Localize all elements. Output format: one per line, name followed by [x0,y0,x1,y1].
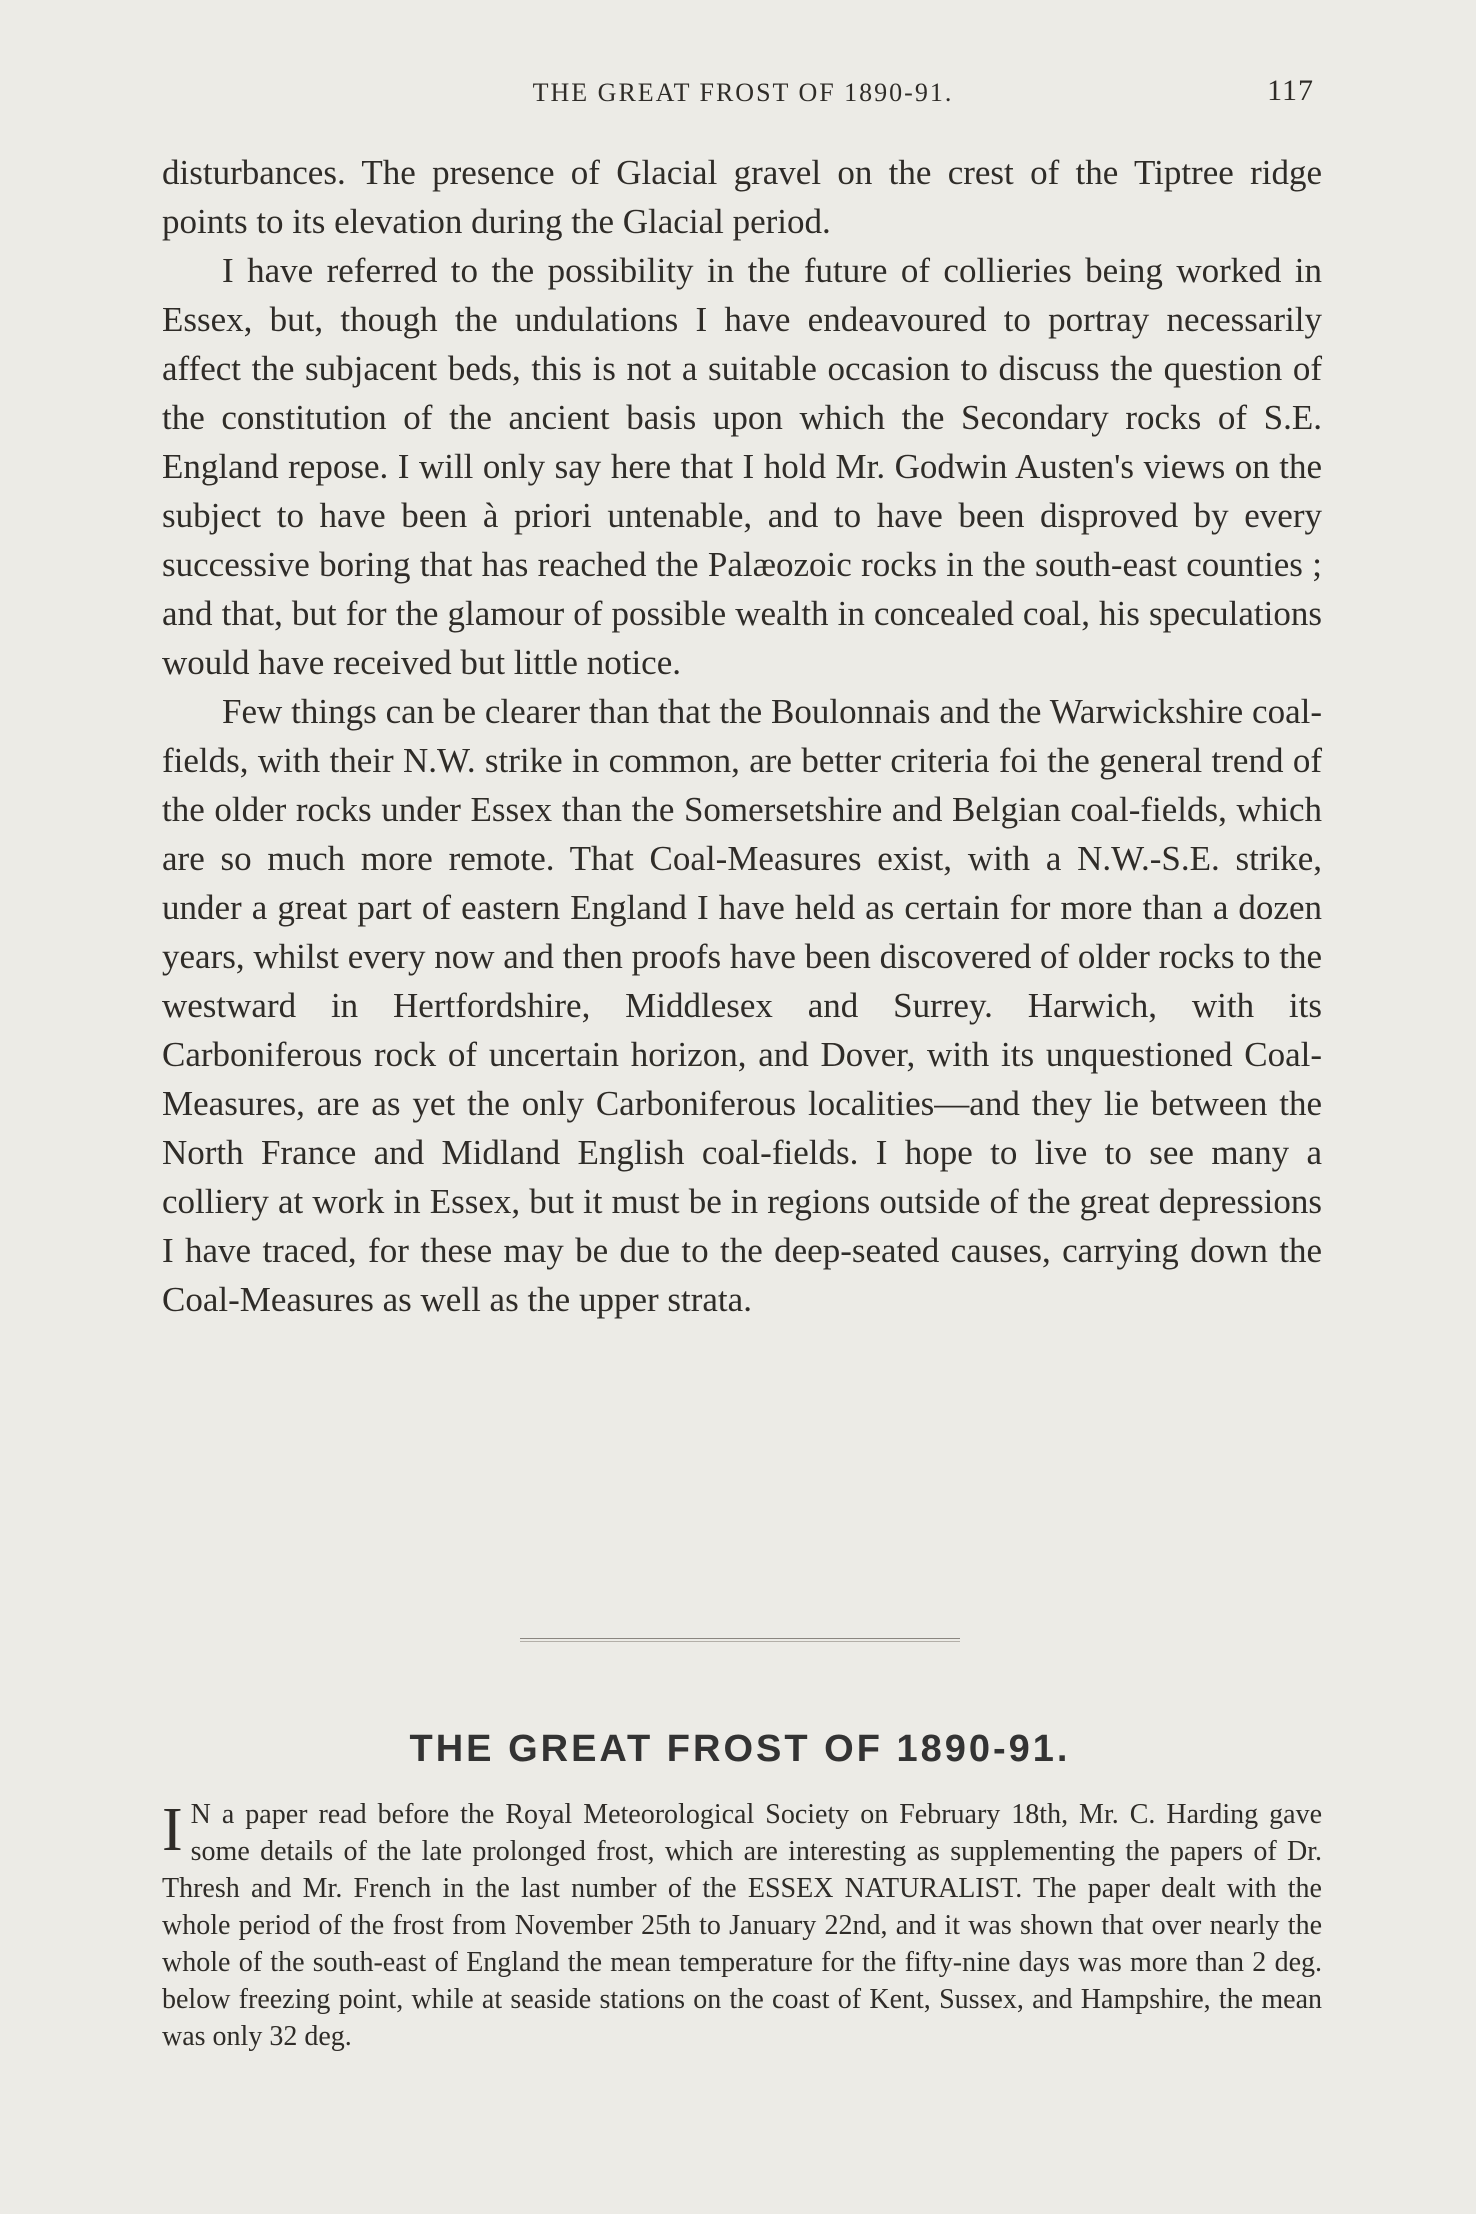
body-text [162,148,1322,1324]
article-body [162,1796,1322,2055]
section-divider [520,1638,960,1642]
running-head-title: THE GREAT FROST OF 1890-91. [532,78,954,107]
article-paragraph: N a paper read before the Royal Meteorological Society on February 18th, Mr. C. Harding gave some details of the late prolonged frost, which are interesting as supplementing the papers of Dr. Thresh and Mr. French in the last number of the ESSEX NATURALIST. The paper dealt with the whole period of the frost from November 25th to January 22nd, and it was shown that over nearly the whole of the south-east of England the mean temperature for the fifty-nine days was more than 2 deg. below freezing point, while at seaside stations on the coast of Kent, Sussex, and Hampshire, the mean was only 32 deg. [162,1799,1322,2052]
paragraph-collieries: I have referred to the possibility in the future of collieries being worked in Essex, but, though the undulations I have endeavoured to portray necessarily affect the subjacent beds, this is not a suitable occasion to discuss the question of the constitution of the ancient basis upon which the Secondary rocks of S.E. England repose. I will only say here that I hold Mr. Godwin Austen's views on the subject to have been à priori untenable, and to have been disproved by every successive boring that has reached the Palæozoic rocks in the south-east counties ; and that, but for the glamour of possible wealth in concealed coal, his speculations would have received but little notice. [162,251,1322,682]
article-title: THE GREAT FROST OF 1890-91. [409,1728,1071,1770]
running-head [160,74,1326,114]
paragraph-continuation: disturbances. The presence of Glacial gravel on the crest of the Tiptree ridge points to its elevation during the Glacial period. [162,153,1322,241]
paragraph-coal-fields: Few things can be clearer than that the Boulonnais and the Warwickshire coal-fields, with their N.W. strike in common, are better criteria foi the general trend of the older rocks under Essex than the Somersetshire and Belgian coal-fields, which are so much more remote. That Coal-Measures exist, with a N.W.-S.E. strike, under a great part of eastern England I have held as certain for more than a dozen years, whilst every now and then proofs have been discovered of older rocks to the westward in Hertfordshire, Middlesex and Surrey. Harwich, with its Carboniferous rock of uncertain horizon, and Dover, with its unquestioned Coal-Measures, are as yet the only Carboniferous localities—and they lie between the North France and Midland English coal-fields. I hope to live to see many a colliery at work in Essex, but it must be in regions outside of the great depressions I have traced, for these may be due to the deep-seated causes, carrying down the Coal-Measures as well as the upper strata. [162,692,1322,1319]
drop-cap: I [162,1796,183,1864]
page-number: 117 [1267,74,1314,107]
